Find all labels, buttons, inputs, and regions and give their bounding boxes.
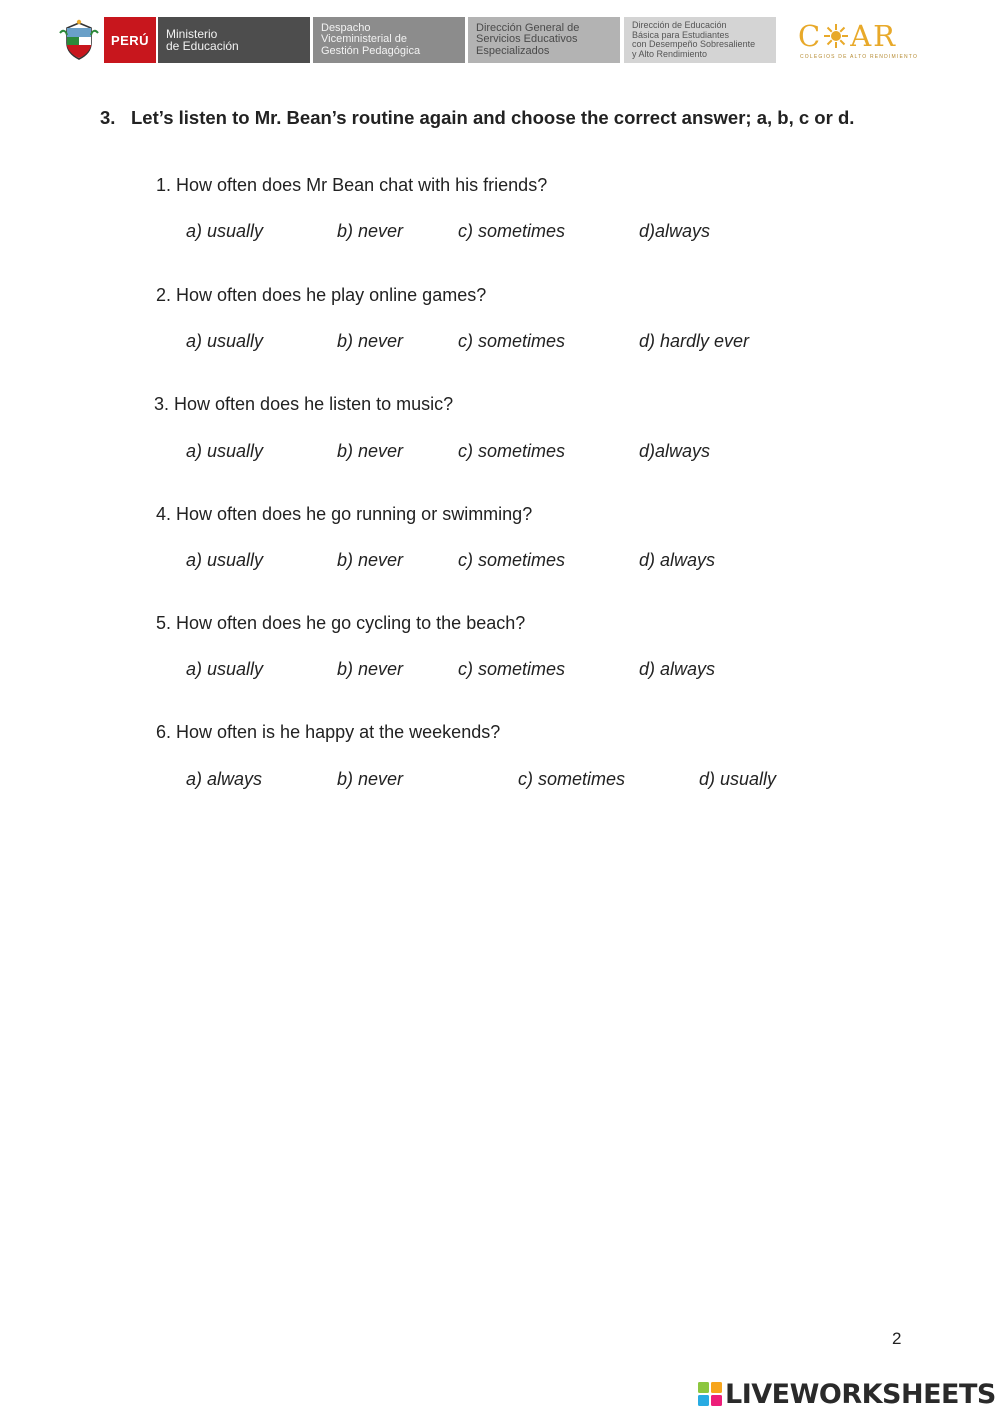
vice-ministry-block <box>313 17 465 63</box>
block2-line-2: Viceministerial de <box>321 33 408 46</box>
options-row-1 <box>0 221 1000 247</box>
option-c[interactable]: c) sometimes <box>518 769 626 789</box>
option-b[interactable]: b) never <box>337 221 404 241</box>
option-c[interactable]: c) sometimes <box>458 221 566 241</box>
option-a[interactable]: a) usually <box>186 221 264 241</box>
options-row-5 <box>0 659 1000 685</box>
sun-icon <box>823 23 849 49</box>
exercise-number: 3. <box>100 107 116 128</box>
liveworksheets-text: LIVEWORKSHEETS <box>725 1378 996 1410</box>
options-row-6 <box>0 769 1000 795</box>
block4-line-4: y Alto Rendimiento <box>632 48 708 59</box>
ministry-block <box>158 17 310 63</box>
liveworksheets-brand <box>698 1377 996 1411</box>
ministry-line-2: de Educación <box>166 39 239 53</box>
coat-of-arms-icon <box>58 19 100 61</box>
direction-general-block <box>468 17 620 63</box>
options-row-3 <box>0 441 1000 467</box>
block3-line-3: Especializados <box>476 44 550 57</box>
coar-letter-c: C <box>798 19 823 53</box>
question-1: 1. How often does Mr Bean chat with his friends? <box>156 175 548 195</box>
block4-line-1: Dirección de Educación <box>632 20 727 30</box>
option-d[interactable]: d) always <box>639 659 716 679</box>
option-b[interactable]: b) never <box>337 331 404 351</box>
document-header <box>58 17 918 63</box>
option-a[interactable]: a) usually <box>186 659 264 679</box>
option-b[interactable]: b) never <box>337 441 404 461</box>
option-a[interactable]: a) usually <box>186 441 264 461</box>
option-a[interactable]: a) usually <box>186 331 264 351</box>
coar-subtitle: COLEGIOS DE ALTO RENDIMIENTO <box>800 54 919 60</box>
coar-letters-ar: AR <box>850 19 897 53</box>
ministry-line-1: Ministerio <box>166 27 218 41</box>
question-4: 4. How often does he go running or swimming? <box>156 504 533 524</box>
peru-label: PERÚ <box>104 17 156 63</box>
option-c[interactable]: c) sometimes <box>458 659 566 679</box>
option-c[interactable]: c) sometimes <box>458 331 566 351</box>
option-d[interactable]: d)always <box>639 221 711 241</box>
options-row-2 <box>0 331 1000 357</box>
block4-line-3: con Desempeño Sobresaliente <box>632 39 756 49</box>
question-6: 6. How often is he happy at the weekends? <box>156 722 501 742</box>
option-d[interactable]: d)always <box>639 441 711 461</box>
block2-line-3: Gestión Pedagógica <box>321 44 421 57</box>
direction-education-block <box>624 17 776 63</box>
question-5: 5. How often does he go cycling to the beach? <box>156 613 526 633</box>
instruction-text: Let’s listen to Mr. Bean’s routine again and choose the correct answer; a, b, c or d. <box>131 107 855 128</box>
option-c[interactable]: c) sometimes <box>458 550 566 570</box>
page-number: 2 <box>892 1329 902 1348</box>
block3-line-2: Servicios Educativos <box>476 33 578 46</box>
option-b[interactable]: b) never <box>337 659 404 679</box>
option-d[interactable]: d) usually <box>699 769 777 789</box>
option-d[interactable]: d) hardly ever <box>639 331 750 351</box>
option-b[interactable]: b) never <box>337 550 404 570</box>
option-a[interactable]: a) always <box>186 769 263 789</box>
question-3: 3. How often does he listen to music? <box>154 394 454 414</box>
option-d[interactable]: d) always <box>639 550 716 570</box>
option-b[interactable]: b) never <box>337 769 404 789</box>
coar-logo <box>798 19 919 63</box>
option-c[interactable]: c) sometimes <box>458 441 566 461</box>
liveworksheets-grid-icon <box>698 1382 722 1406</box>
option-a[interactable]: a) usually <box>186 550 264 570</box>
options-row-4 <box>0 550 1000 576</box>
block3-line-1: Dirección General de <box>476 21 580 34</box>
question-2: 2. How often does he play online games? <box>156 285 487 305</box>
block2-line-1: Despacho <box>321 21 371 34</box>
block4-line-2: Básica para Estudiantes <box>632 29 730 40</box>
